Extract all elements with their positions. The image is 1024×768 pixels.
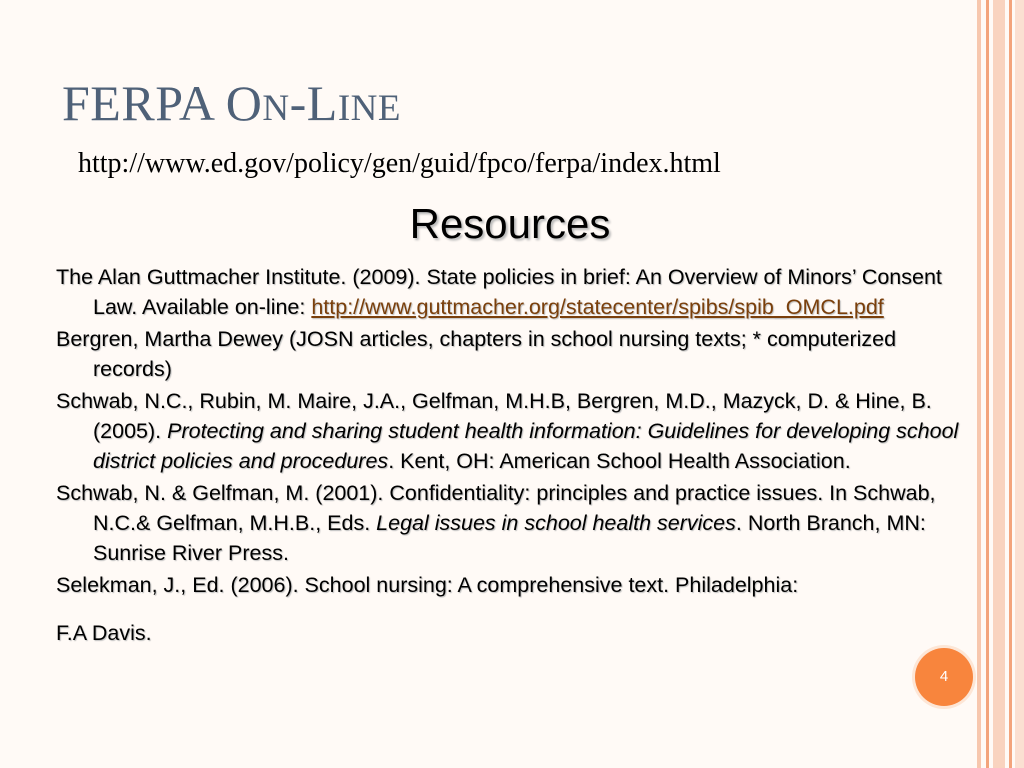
reference-text: Bergren, Martha Dewey (JOSN articles, chapters in school nursing texts; * computerized records) xyxy=(56,327,897,381)
decorative-stripe xyxy=(1009,0,1012,768)
title-part: FERPA O xyxy=(62,75,263,131)
reference-text: Selekman, J., Ed. (2006). School nursing: A comprehensive text. Philadelphia: xyxy=(56,573,799,597)
section-heading: Resources xyxy=(409,200,611,247)
slide-title xyxy=(62,74,401,132)
reference-text: Schwab, N.C., Rubin, M. Maire, J.A., Gelfman, M.H.B, Bergren, M.D., Mazyck, D. & Hine, B. (2005). xyxy=(56,389,932,443)
reference-text: . Kent, OH: American School Health Association. xyxy=(388,449,851,473)
reference-text: F.A Davis. xyxy=(56,621,152,645)
decorative-stripe xyxy=(1015,0,1024,768)
reference-item xyxy=(56,570,961,648)
reference-item xyxy=(56,262,961,322)
reference-text: Schwab, N. & Gelfman, M. (2001). Confidentiality: principles and practice issues. In Schwab, N.C.& Gelfman, M.H.B., Eds. xyxy=(56,481,936,535)
decorative-stripe xyxy=(977,0,981,768)
reference-list xyxy=(56,262,961,650)
title-part: N xyxy=(262,88,290,129)
page-number-badge: 4 xyxy=(915,648,973,706)
reference-text: The Alan Guttmacher Institute. (2009). State policies in brief: An Overview of Minors’ Consent Law. Available on-line: xyxy=(56,265,942,319)
title-part: -L xyxy=(289,75,338,131)
reference-text: . North Branch, MN: Sunrise River Press. xyxy=(93,511,926,565)
decorative-stripe xyxy=(986,0,989,768)
reference-item xyxy=(56,478,961,568)
reference-title: Protecting and sharing student health information: Guidelines for developing school district policies and procedures xyxy=(93,419,959,473)
reference-item xyxy=(56,324,961,384)
decorative-stripe xyxy=(993,0,1005,768)
reference-title: Legal issues in school health services xyxy=(376,511,736,535)
ferpa-url: http://www.ed.gov/policy/gen/guid/fpco/ferpa/index.html xyxy=(78,148,721,179)
reference-link[interactable]: http://www.guttmacher.org/statecenter/spibs/spib_OMCL.pdf xyxy=(311,295,884,319)
reference-item xyxy=(56,386,961,476)
title-part: INE xyxy=(337,88,401,129)
